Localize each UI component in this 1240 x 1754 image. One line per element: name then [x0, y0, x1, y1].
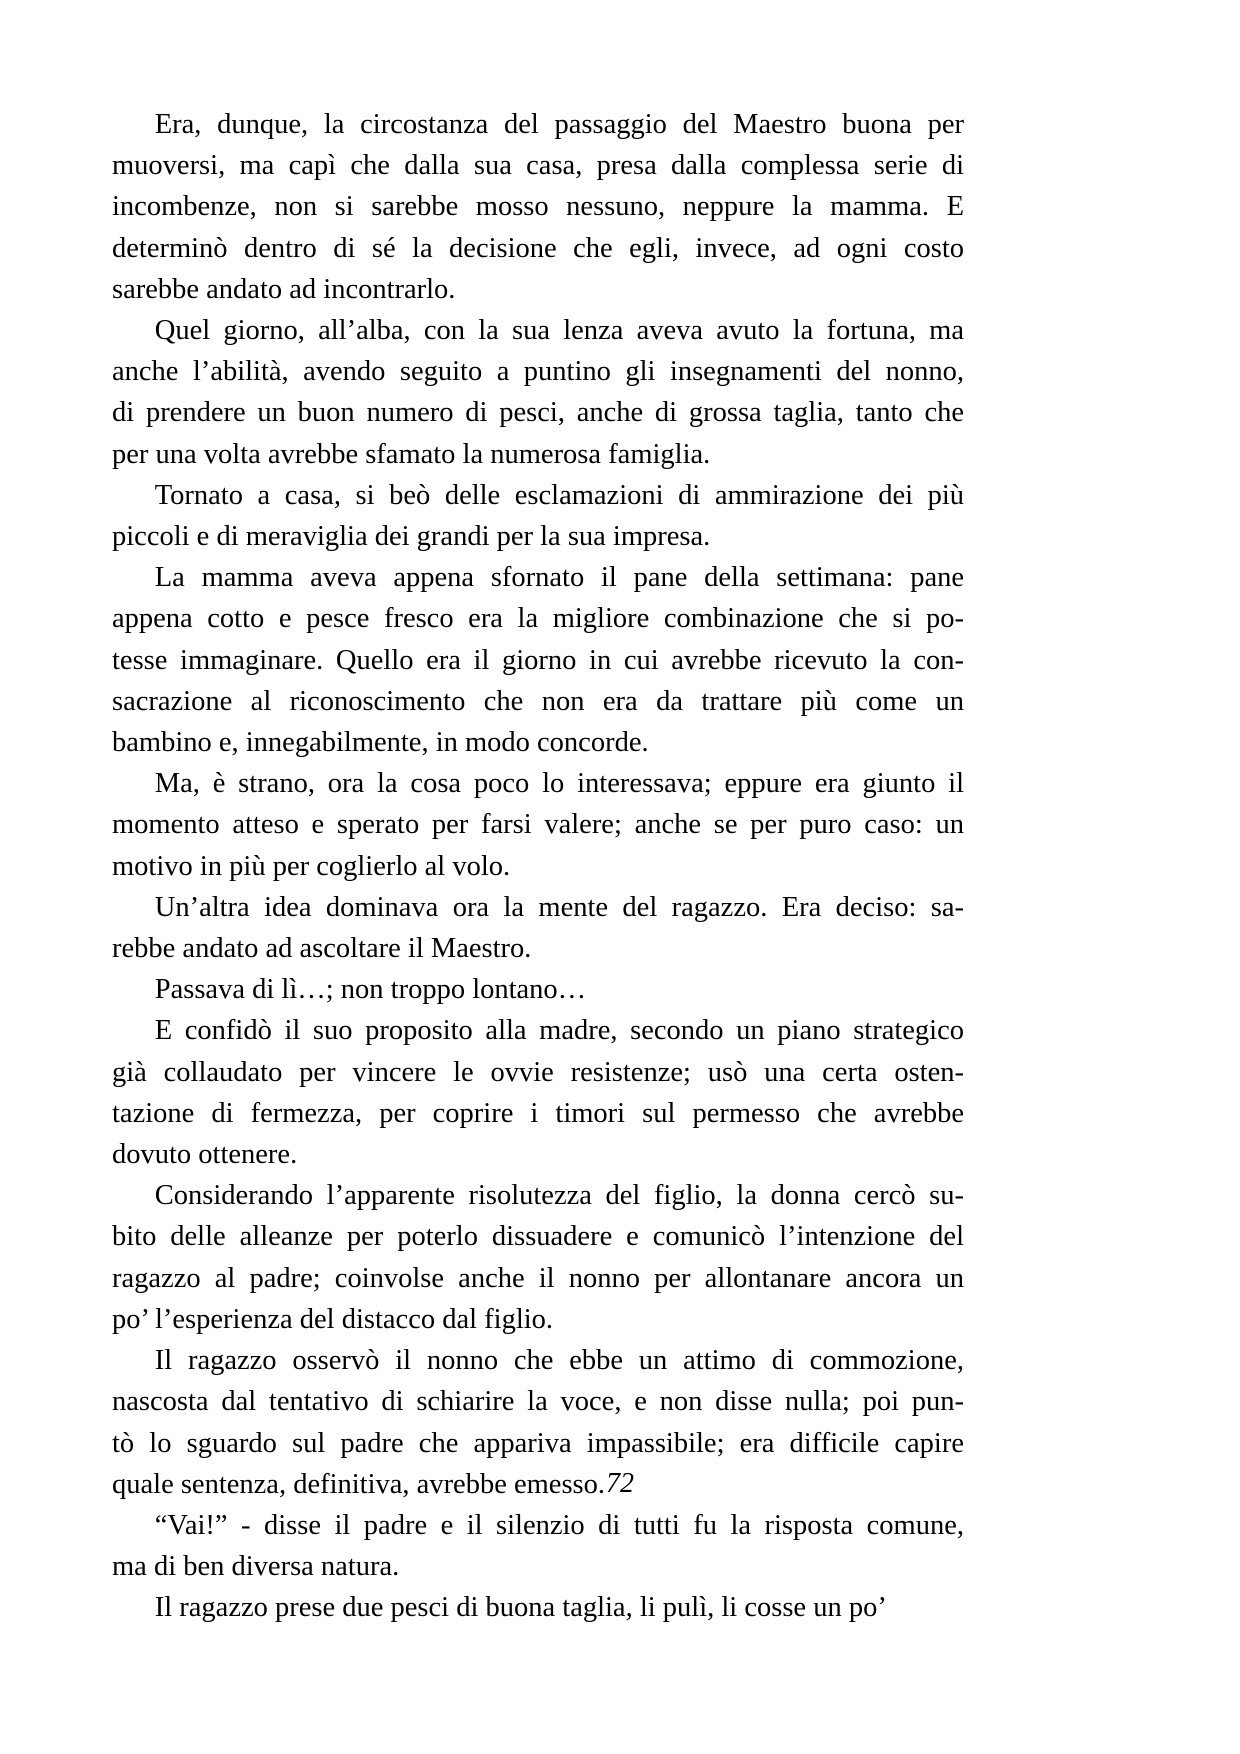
- text-line: sacrazione al riconoscimento che non era da trattare più come un: [112, 685, 964, 717]
- text-line: tò lo sguardo sul padre che appariva impassibile; era difficile capire: [112, 1427, 964, 1459]
- text-line: Quel giorno, all’alba, con la sua lenza aveva avuto la fortuna, ma: [112, 315, 964, 347]
- paragraph: [112, 887, 964, 969]
- paragraph: [112, 557, 964, 763]
- text-line: muoversi, ma capì che dalla sua casa, presa dalla complessa serie di: [112, 150, 964, 182]
- text-line: sarebbe andato ad incontrarlo.: [112, 273, 456, 305]
- text-line: appena cotto e pesce fresco era la migliore combinazione che si po-: [112, 603, 964, 635]
- text-line: rebbe andato ad ascoltare il Maestro.: [112, 933, 532, 965]
- text-line: già collaudato per vincere le ovvie resistenze; usò una certa osten-: [112, 1056, 964, 1088]
- text-line: Il ragazzo prese due pesci di buona taglia, li pulì, li cosse un po’: [112, 1592, 887, 1624]
- text-line: Un’altra idea dominava ora la mente del ragazzo. Era deciso: sa-: [112, 891, 964, 923]
- text-line: Considerando l’apparente risolutezza del figlio, la donna cercò su-: [112, 1180, 964, 1212]
- text-line: ma di ben diversa natura.: [112, 1551, 400, 1583]
- text-line: per una volta avrebbe sfamato la numerosa famiglia.: [112, 438, 711, 470]
- body-text-block: [112, 104, 964, 1629]
- text-line: anche l’abilità, avendo seguito a puntino gli insegnamenti del nonno,: [112, 356, 964, 388]
- text-line: quale sentenza, definitiva, avrebbe emesso.: [112, 1468, 606, 1500]
- text-line: Passava di lì…; non troppo lontano…: [112, 974, 587, 1006]
- text-line: po’ l’esperienza del distacco dal figlio.: [112, 1303, 554, 1335]
- paragraph: [112, 310, 964, 475]
- paragraph: [112, 969, 964, 1010]
- text-line: determinò dentro di sé la decisione che egli, invece, ad ogni costo: [112, 232, 964, 264]
- text-line: ragazzo al padre; coinvolse anche il nonno per allontanare ancora un: [112, 1262, 964, 1294]
- text-line: tazione di fermezza, per coprire i timori sul permesso che avrebbe: [112, 1097, 964, 1129]
- paragraph: [112, 1175, 964, 1340]
- paragraph: [112, 1505, 964, 1587]
- text-line: nascosta dal tentativo di schiarire la voce, e non disse nulla; poi pun-: [112, 1386, 964, 1418]
- text-line: Il ragazzo osservò il nonno che ebbe un attimo di commozione,: [112, 1345, 964, 1377]
- text-line: di prendere un buon numero di pesci, anche di grossa taglia, tanto che: [112, 397, 964, 429]
- text-line: dovuto ottenere.: [112, 1139, 298, 1171]
- text-line: Ma, è strano, ora la cosa poco lo interessava; eppure era giunto il: [112, 768, 964, 800]
- text-line: bito delle alleanze per poterlo dissuadere e comunicò l’intenzione del: [112, 1221, 964, 1253]
- text-line: piccoli e di meraviglia dei grandi per la sua impresa.: [112, 521, 711, 553]
- paragraph: [112, 1010, 964, 1175]
- text-line: tesse immaginare. Quello era il giorno in cui avrebbe ricevuto la con-: [112, 644, 964, 676]
- text-line: Tornato a casa, si beò delle esclamazioni di ammirazione dei più: [112, 479, 964, 511]
- text-line: motivo in più per coglierlo al volo.: [112, 850, 511, 882]
- text-line: “Vai!” - disse il padre e il silenzio di tutti fu la risposta comune,: [112, 1509, 964, 1541]
- text-line: La mamma aveva appena sfornato il pane della settimana: pane: [112, 562, 964, 594]
- page-number: 72: [606, 1468, 634, 1499]
- text-line: bambino e, innegabilmente, in modo concorde.: [112, 727, 649, 759]
- text-line: Era, dunque, la circostanza del passaggio del Maestro buona per: [112, 109, 964, 140]
- paragraph: [112, 475, 964, 557]
- text-line: incombenze, non si sarebbe mosso nessuno, neppure la mamma. E: [112, 191, 964, 223]
- text-line: E confidò il suo proposito alla madre, secondo un piano strategico: [112, 1015, 964, 1047]
- paragraph: [112, 104, 964, 310]
- paragraph: [112, 763, 964, 887]
- text-line: momento atteso e sperato per farsi valere; anche se per puro caso: un: [112, 809, 964, 841]
- paragraph: [112, 1587, 964, 1628]
